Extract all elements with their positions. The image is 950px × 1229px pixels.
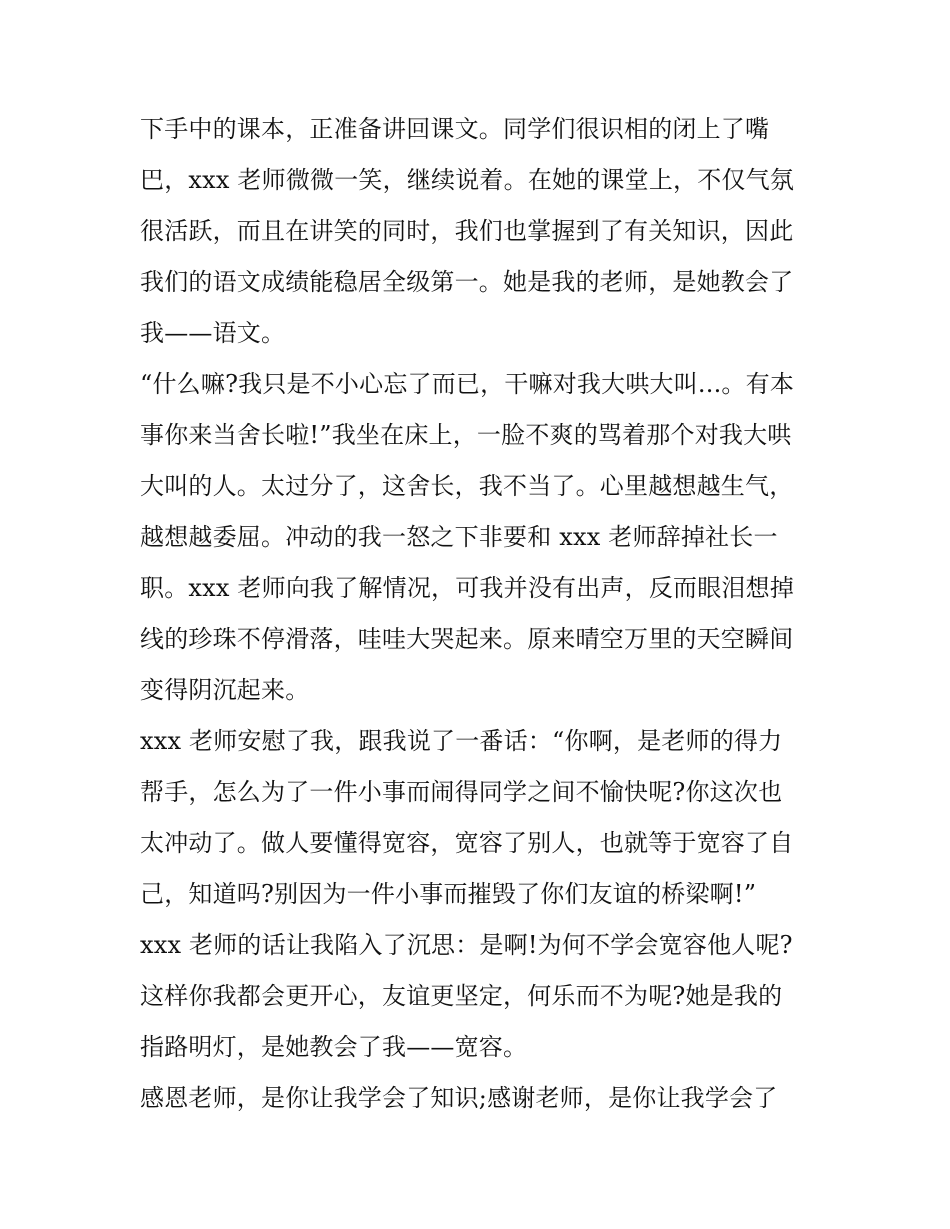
text-line: 我——语文。: [140, 319, 286, 347]
text-line: 帮手，怎么为了一件小事而闹得同学之间不愉快呢?你这次也: [140, 778, 783, 806]
text-line: 很活跃，而且在讲笑的同时，我们也掌握到了有关知识，因此: [140, 217, 794, 245]
text-line: 下手中的课本，正准备讲回课文。同学们很识相的闭上了嘴: [140, 115, 770, 143]
text-line: 巴，xxx 老师微微一笑，继续说着。在她的课堂上，不仅气氛: [140, 166, 795, 194]
text-line: “什么嘛?我只是不小心忘了而已，干嘛对我大哄大叫...。有本: [140, 370, 795, 398]
text-line: 越想越委屈。冲动的我一怒之下非要和 xxx 老师辞掉社长一: [140, 523, 778, 551]
text-line: xxx 老师的话让我陷入了沉思：是啊!为何不学会宽容他人呢?: [140, 931, 793, 959]
text-line: 感恩老师，是你让我学会了知识;感谢老师，是你让我学会了: [140, 1084, 778, 1112]
text-line: 指路明灯，是她教会了我——宽容。: [140, 1033, 528, 1061]
text-line: 这样你我都会更开心，友谊更坚定，何乐而不为呢?她是我的: [140, 982, 783, 1010]
text-line: 变得阴沉起来。: [140, 676, 310, 704]
text-line: 职。xxx 老师向我了解情况，可我并没有出声，反而眼泪想掉: [140, 574, 795, 602]
text-line: 太冲动了。做人要懂得宽容，宽容了别人，也就等于宽容了自: [140, 829, 794, 857]
text-line: 己，知道吗?别因为一件小事而摧毁了你们友谊的桥梁啊!”: [140, 880, 757, 908]
text-line: 事你来当舍长啦!”我坐在床上，一脸不爽的骂着那个对我大哄: [140, 421, 792, 449]
text-line: 我们的语文成绩能稳居全级第一。她是我的老师，是她教会了: [140, 268, 794, 296]
text-line: 线的珍珠不停滑落，哇哇大哭起来。原来晴空万里的天空瞬间: [140, 625, 794, 653]
text-line: xxx 老师安慰了我，跟我说了一番话：“你啊，是老师的得力: [140, 727, 783, 755]
document-body: [140, 104, 820, 1124]
text-line: 大叫的人。太过分了，这舍长，我不当了。心里越想越生气，: [140, 472, 794, 500]
